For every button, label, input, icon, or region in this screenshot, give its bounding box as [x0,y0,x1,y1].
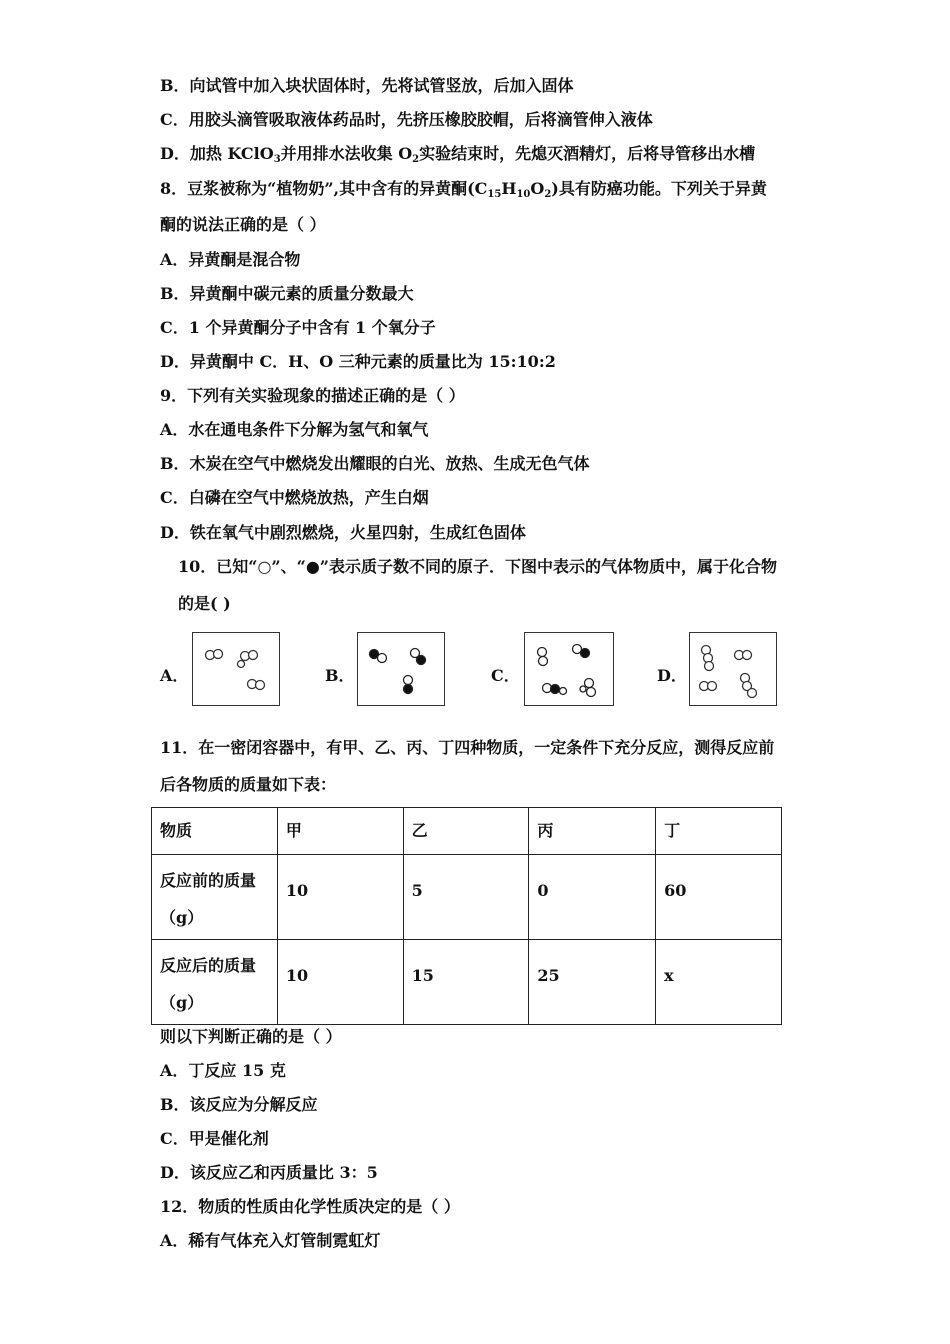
q9-stem: 9．下列有关实验现象的描述正确的是（ ） [160,386,465,405]
q9-option-c: C．白磷在空气中燃烧放热，产生白烟 [160,488,429,507]
table-cell: 15 [403,940,529,1025]
table-header-cell: 甲 [277,808,403,855]
table-cell: 10 [277,940,403,1025]
q7-option-b: B．向试管中加入块状固体时，先将试管竖放，后加入固体 [160,76,574,95]
q10-stem: 10．已知“○”、“●”表示质子数不同的原子．下图中表示的气体物质中，属于化合物 [178,557,778,576]
table-cell: 60 [656,855,782,940]
q11-option-d: D．该反应乙和丙质量比 3：5 [160,1163,378,1182]
q8-option-b: B．异黄酮中碳元素的质量分数最大 [160,284,414,303]
table-cell: 5 [403,855,529,940]
q9-option-a: A．水在通电条件下分解为氢气和氧气 [160,420,429,439]
table-header-cell: 丁 [656,808,782,855]
table-row [152,940,782,1025]
table-header-row [152,808,782,855]
row-label-cell: 反应前的质量 （g） [152,855,278,940]
mass-table [151,807,782,1025]
q11-stem: 11．在一密闭容器中，有甲、乙、丙、丁四种物质，一定条件下充分反应，测得反应前 [160,738,775,757]
table-cell: 10 [277,855,403,940]
q10-option-a-label: A． [160,666,189,685]
q9-option-d: D．铁在氧气中剧烈燃烧，火星四射，生成红色固体 [160,523,526,542]
q11-prompt: 则以下判断正确的是（ ） [160,1027,342,1046]
q10-option-a-diagram [192,632,280,706]
q11-option-a: A．丁反应 15 克 [160,1061,286,1080]
q8-stem-line2: 酮的说法正确的是（ ） [160,215,326,234]
table-header-cell: 丙 [529,808,656,855]
q12-option-a: A．稀有气体充入灯管制霓虹灯 [160,1231,381,1250]
q10-option-c-label: C． [491,666,520,685]
q11-option-c: C．甲是催化剂 [160,1129,269,1148]
q11-option-b: B．该反应为分解反应 [160,1095,318,1114]
table-cell: 25 [529,940,656,1025]
q10-option-d-diagram [689,632,777,706]
table-cell: x [656,940,782,1025]
q7-option-c: C．用胶头滴管吸取液体药品时，先挤压橡胶胶帽，后将滴管伸入液体 [160,110,653,129]
table-header-cell: 物质 [152,808,278,855]
q10-stem-line2: 的是( ) [178,594,231,613]
q8-option-d: D．异黄酮中 C．H、O 三种元素的质量比为 15:10:2 [160,352,556,371]
q11-stem-line2: 后各物质的质量如下表： [160,775,337,794]
q9-option-b: B．木炭在空气中燃烧发出耀眼的白光、放热、生成无色气体 [160,454,590,473]
table-cell: 0 [529,855,656,940]
q12-stem: 12．物质的性质由化学性质决定的是（ ） [160,1197,460,1216]
q10-option-b-label: B． [325,666,355,685]
table-header-cell: 乙 [403,808,529,855]
table-row [152,855,782,940]
q8-option-c: C．1 个异黄酮分子中含有 1 个氧分子 [160,318,436,337]
q7-option-d: D．加热 KClO$_3$并用排水法收集 $O_2$实验结束时，先熄灭酒精灯，后将导管移出水槽 [160,144,756,165]
row-label-cell: 反应后的质量 （g） [152,940,278,1025]
q10-option-b-diagram [357,632,445,706]
q10-option-d-label: D． [657,666,687,685]
q8-option-a: A．异黄酮是混合物 [160,250,301,269]
q10-option-c-diagram [524,632,614,706]
q8-stem: 8．豆浆被称为“植物奶”,其中含有的异黄酮$(C_{15}H_{10}O_2)$具有防癌功能。下列关于异黄 [160,179,767,200]
